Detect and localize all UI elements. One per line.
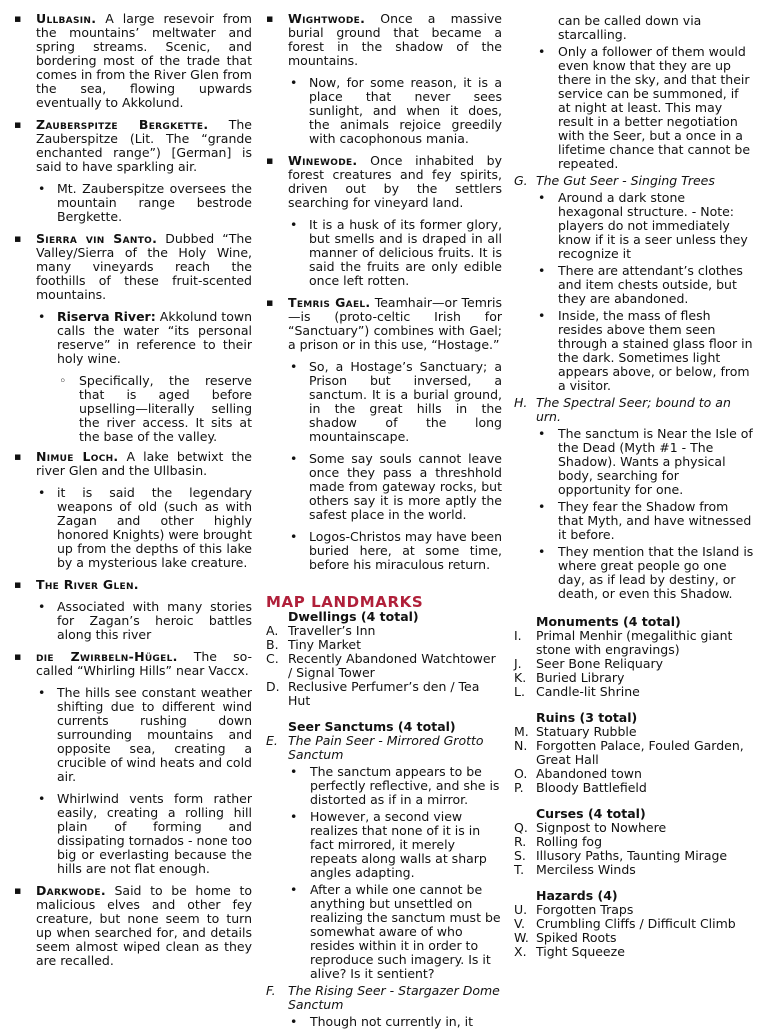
sub-item: • They mention that the Island is where great people go one day, as if lead by destiny, or death, or even this Shadow. [536, 545, 754, 601]
sub-sub-item: ◦ Specifically, the reserve that is aged before upselling—literally selling the river access. It sits at the base of the valley. [57, 374, 252, 444]
list-item: J. Seer Bone Reliquary [514, 656, 664, 671]
monuments-heading: Monuments (4 total) [536, 614, 681, 629]
list-item: K. Buried Library [514, 670, 625, 685]
list-item: T. Merciless Winds [514, 862, 636, 877]
list-item: F. The Rising Seer - Stargazer Dome Sanctum [266, 983, 500, 1012]
sub-item: • Now, for some reason, it is a place that never sees sunlight, and when it does, the animals rejoice greedily with cacophonous mania. [288, 76, 502, 146]
entry-zwirbeln-hugel: ▪ die Zwirbeln-Hügel. The so-called “Whirling Hills” near Vaccx. [14, 650, 252, 678]
list-item: M. Statuary Rubble [514, 724, 637, 739]
list-item: C. Recently Abandoned Watchtower / Signal Tower [266, 651, 496, 680]
ruins-heading: Ruins (3 total) [536, 710, 638, 725]
sub-item: • Associated with many stories for Zagan’s heroic battles along this river [36, 600, 252, 642]
sub-item: • Whirlwind vents form rather easily, creating a rolling hill plain of forming and dissipating tornados - none too big or everlasting because the hills are not flat enough. [36, 792, 252, 876]
list-item: N. Forgotten Palace, Fouled Garden, Great Hall [514, 738, 744, 767]
list-item: S. Illusory Paths, Taunting Mirage [514, 848, 728, 863]
sub-item: • There are attendant’s clothes and item chests outside, but they are abandoned. [536, 264, 754, 306]
list-item: H. The Spectral Seer; bound to an urn. [514, 395, 731, 424]
entry-temris-gael: ▪ Temris Gael. Teamhair—or Temris—is (proto-celtic Irish for “Sanctuary”) combines with Gael; a prison or in this use, “Hostage.” [266, 296, 502, 352]
column-2 [266, 12, 502, 1032]
list-item: R. Rolling fog [514, 834, 603, 849]
entry-winewode: ▪ Winewode. Once inhabited by forest creatures and fey spirits, driven out by the settlers searching for vineyard land. [266, 154, 502, 210]
sub-item: • Mt. Zauberspitze oversees the mountain range bestrode Bergkette. [36, 182, 252, 224]
entry-zauberspitze: ▪ Zauberspitze Bergkette. The Zauberspitze (Lit. The “grande enchanted range”) [German] is said to have sparkling air. [14, 118, 252, 174]
entry-darkwode: ▪ Darkwode. Said to be home to malicious elves and other fey creature, but none seem to turn up when searched for, and details seem almost wiped clean as they are recalled. [14, 884, 252, 968]
list-item: B. Tiny Market [266, 637, 361, 652]
list-item: E. The Pain Seer - Mirrored Grotto Sanctum [266, 733, 484, 762]
sub-item: • it is said the legendary weapons of old (such as with Zagan and other highly honored Knights) were brought up from the depths of this lake by a mysterious lake creature. [36, 486, 252, 570]
sub-item: • After a while one cannot be anything but unsettled on realizing the sanctum must be somewhat aware of who resides within it in order to reproduce such imagery. Is it alive? Is it sentient? [288, 883, 502, 981]
entry-ullbasin: ▪ Ullbasin. A large resevoir from the mountains’ meltwater and spring streams. Scenic, and bordering most of the trade that comes in from the River Glen from the sea, flowing upwards eventually to Akkolund. [14, 12, 252, 110]
sub-item: • Inside, the mass of flesh resides above them seen through a stained glass floor in the dark. Sometimes light appears above, or below, from a visitor. [536, 309, 754, 393]
sub-item-riserva-river: • Riserva River: Akkolund town calls the water “its personal reserve” in reference to their holy wine. [36, 310, 252, 366]
list-item: X. Tight Squeeze [514, 944, 625, 959]
sub-item: • The hills see constant weather shifting due to different wind currents rushing down surrounding mountains and opposite sea, creating a crucible of wind heats and cold air. [36, 686, 252, 784]
list-item: O. Abandoned town [514, 766, 642, 781]
entry-sierra-vin-santo: ▪ Sierra vin Santo. Dubbed “The Valley/Sierra of the Holy Wine, many vineyards reach the foothills of these fruit-scented mountains. [14, 232, 252, 302]
entry-wightwode: ▪ Wightwode. Once a massive burial ground that became a forest in the shadow of the mountains. [266, 12, 502, 68]
sub-item: • So, a Hostage’s Sanctuary; a Prison but inversed, a sanctum. It is a burial ground, in the great hills in the shadow of the long mountainscape. [288, 360, 502, 444]
list-item: W. Spiked Roots [514, 930, 617, 945]
list-item: G. The Gut Seer - Singing Trees [514, 173, 715, 188]
list-item: D. Reclusive Perfumer’s den / Tea Hut [266, 679, 480, 708]
sub-item: • They fear the Shadow from that Myth, and have witnessed it before. [536, 500, 754, 542]
curses-heading: Curses (4 total) [536, 806, 646, 821]
column-3 [514, 14, 754, 959]
entry-river-glen: ▪ The River Glen. [14, 578, 252, 592]
sub-item: • Logos-Christos may have been buried here, at some time, before his miraculous return. [288, 530, 502, 572]
sub-item: • Some say souls cannot leave once they pass a threshhold made from gateway rocks, but others say it is more aptly the safest place in the world. [288, 452, 502, 522]
sub-item: • Around a dark stone hexagonal structure. - Note: players do not immediately know if it is a seer unless they recognize it [536, 191, 754, 261]
hazards-heading: Hazards (4) [536, 888, 618, 903]
sub-item: • The sanctum appears to be perfectly reflective, and she is distorted as if in a mirror. [288, 765, 502, 807]
list-item: A. Traveller’s Inn [266, 623, 376, 638]
seer-sanctums-heading: Seer Sanctums (4 total) [288, 719, 456, 734]
continued-text: can be called down via starcalling. [558, 13, 702, 42]
list-item: U. Forgotten Traps [514, 902, 634, 917]
entry-nimue-loch: ▪ Nimue Loch. A lake betwixt the river Glen and the Ullbasin. [14, 450, 252, 478]
list-item: I. Primal Menhir (megalithic giant stone with engravings) [514, 628, 733, 657]
dwellings-heading: Dwellings (4 total) [288, 609, 419, 624]
sub-item: • However, a second view realizes that none of it is in fact mirrored, it merely repeats along walls at sharp angles adapting. [288, 810, 502, 880]
list-item: L. Candle-lit Shrine [514, 684, 640, 699]
column-1 [14, 12, 252, 976]
sub-item: • Though not currently in, it [288, 1015, 502, 1029]
map-landmarks-heading: MAP LANDMARKS [266, 593, 424, 611]
list-item: P. Bloody Battlefield [514, 780, 647, 795]
sub-item: • The sanctum is Near the Isle of the Dead (Myth #1 - The Shadow). Wants a physical body, searching for opportunity for one. [536, 427, 754, 497]
list-item: V. Crumbling Cliffs / Difficult Climb [514, 916, 736, 931]
sub-item: • It is a husk of its former glory, but smells and is draped in all manner of delicious fruits. It is said the fruits are only edible once left rotten. [288, 218, 502, 288]
list-item: Q. Signpost to Nowhere [514, 820, 667, 835]
sub-item: • Only a follower of them would even know that they are up there in the sky, and that their service can be summoned, if at night at least. This may result in a better negotiation with the Seer, but a once in a lifetime chance that cannot be repeated. [536, 45, 754, 171]
